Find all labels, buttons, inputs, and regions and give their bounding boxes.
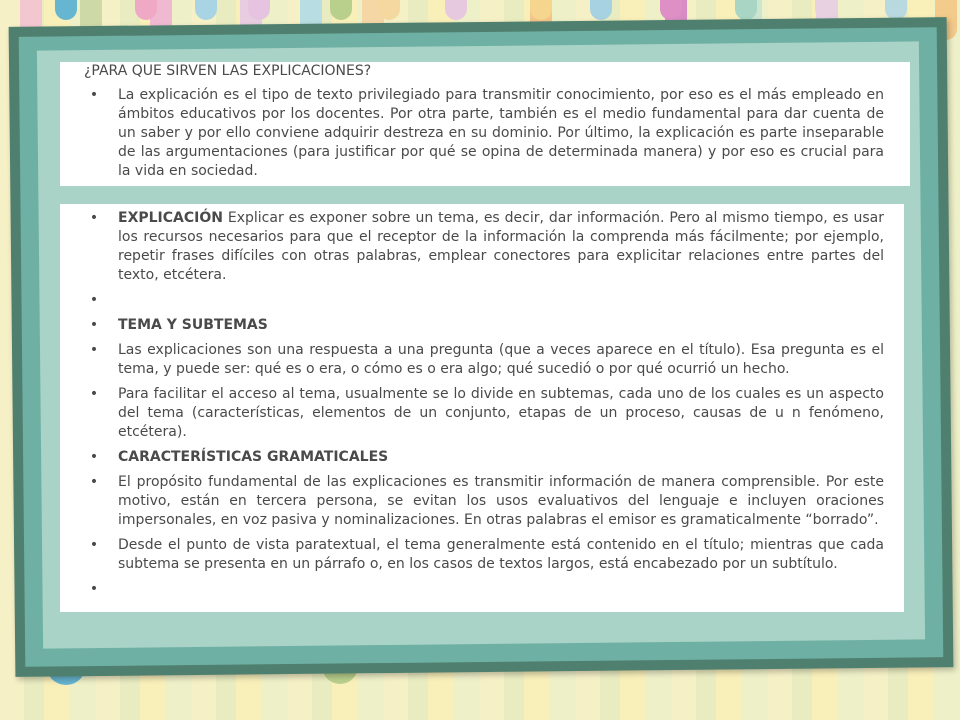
list-item-explicacion [84,209,884,285]
paragraph-text: Para facilitar el acceso al tema, usualmente se lo divide en subtemas, cada uno de los cuales es un aspecto del tema (características, elementos de un conjunto, etapas de un proceso, causas de u n fenómeno, etcétera). [118,386,884,440]
list-item [84,341,884,379]
paragraph-text: La explicación es el tipo de texto privilegiado para transmitir conocimiento, por eso es el más empleado en ámbitos educativos por los docentes. Por otra parte, también es el medio fundamental para dar cuenta de un saber y por ello conviene adquirir destreza en su dominio. Por último, la explicación es parte inseparable de las argumentaciones (para justificar por qué se opina de determinada manera) y por eso es crucial para la vida en sociedad. [118,87,884,179]
subheading: CARACTERÍSTICAS GRAMATICALES [118,449,389,465]
subheading: TEMA Y SUBTEMAS [118,317,268,333]
decorative-stripe [378,0,400,20]
paragraph-text: Las explicaciones son una respuesta a una pregunta (que a veces aparece en el título). Esa pregunta es el tema, y puede ser: qué es o era, o cómo es o era algo; qué sucedió o por qué ocurrió un hecho. [118,342,884,377]
section-heading: ¿PARA QUE SIRVEN LAS EXPLICACIONES? [84,63,372,79]
bullet: • [89,292,99,308]
paragraph-text: Explicar es exponer sobre un tema, es decir, dar información. Pero al mismo tiempo, es usar los recursos necesarios para que el receptor de la información la comprenda más fácilmente; por ejemplo, repetir frases difíciles con otras palabras, emplear conectores para explicitar relaciones entre partes del texto, etcétera. [118,210,884,283]
bullet: • [89,317,99,333]
bullet: • [89,449,99,465]
list-item-empty [84,291,884,310]
list-item-tema-subtemas [84,316,884,335]
decorative-stripe [590,0,612,20]
paragraph-text: El propósito fundamental de las explicaciones es transmitir información de manera comprensible. Por este motivo, están en tercera persona, se evitan los usos evaluativos del lenguaje e incluyen oraciones impersonales, en voz pasiva y nominalizaciones. En otras palabras el emisor es gramaticalmente “borrado”. [118,474,884,528]
paragraph-text: Desde el punto de vista paratextual, el tema generalmente está contenido en el título; mientras que cada subtema se presenta en un párrafo o, en los casos de textos largos, está encabezado por un subtítulo. [118,537,884,572]
bullet: • [89,210,99,226]
bold-term: EXPLICACIÓN [118,210,223,226]
section1-body [84,86,884,187]
list-item [84,536,884,574]
list-item [84,86,884,181]
decorative-stripe [330,0,352,20]
bullet: • [89,386,99,402]
bullet: • [89,581,99,597]
bullet: • [89,342,99,358]
decorative-stripe [195,0,217,20]
list-item-caracteristicas [84,448,884,467]
list-item [84,473,884,530]
decorative-stripe [445,0,467,20]
decorative-stripe [55,0,77,20]
bullet: • [89,537,99,553]
list-item-empty [84,580,884,599]
bullet: • [89,87,99,103]
section2-body [84,209,884,605]
list-item [84,385,884,442]
decorative-stripe [248,0,270,20]
bullet: • [89,474,99,490]
